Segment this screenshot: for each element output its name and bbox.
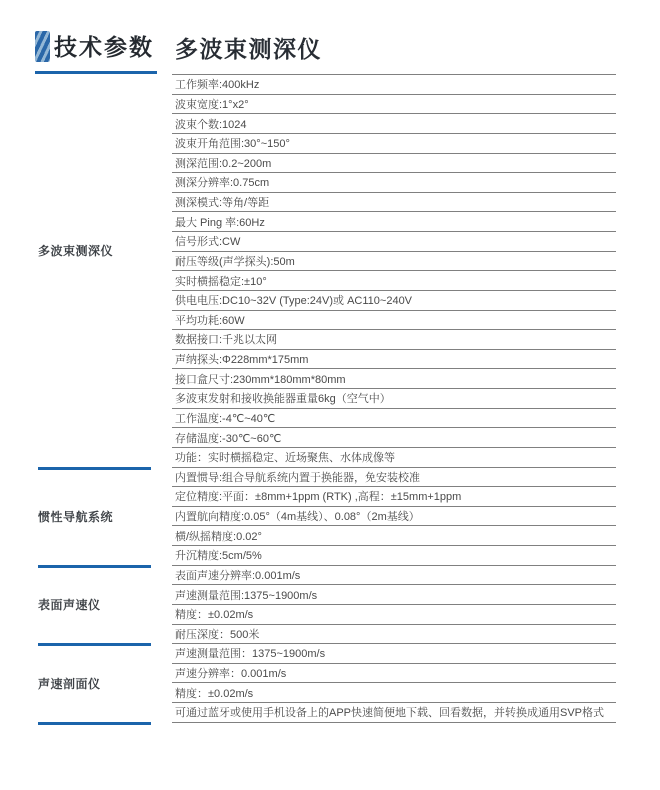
category-divider-bar xyxy=(38,722,151,725)
spec-row: 内置航向精度:0.05°（4m基线）、0.08°（2m基线） xyxy=(172,507,616,527)
spec-row: 定位精度:平面：±8mm+1ppm (RTK) ,高程：±15mm+1ppm xyxy=(172,487,616,507)
category-label: 惯性导航系统 xyxy=(38,510,114,525)
spec-rows xyxy=(172,468,616,566)
spec-group xyxy=(0,644,616,723)
spec-row: 耐压等级(声学探头):50m xyxy=(172,252,616,272)
spec-row: 耐压深度：500米 xyxy=(172,625,616,645)
spec-rows xyxy=(172,74,616,468)
spec-row: 平均功耗:60W xyxy=(172,311,616,331)
category-cell xyxy=(0,644,172,723)
spec-row: 内置惯导:组合导航系统内置于换能器，免安装校准 xyxy=(172,468,616,488)
spec-row: 实时横摇稳定:±10° xyxy=(172,271,616,291)
spec-row: 精度：±0.02m/s xyxy=(172,605,616,625)
spec-row: 波束开角范围:30°~150° xyxy=(172,134,616,154)
spec-row: 工作温度:-4℃~40℃ xyxy=(172,409,616,429)
spec-row: 波束个数:1024 xyxy=(172,114,616,134)
spec-row: 声纳探头:Φ228mm*175mm xyxy=(172,350,616,370)
spec-rows xyxy=(172,566,616,645)
product-title: 多波束测深仪 xyxy=(175,36,322,62)
spec-row: 声速分辨率：0.001m/s xyxy=(172,664,616,684)
spec-group xyxy=(0,468,616,566)
category-label: 声速剖面仪 xyxy=(38,676,101,691)
spec-row: 信号形式:CW xyxy=(172,232,616,252)
spec-row: 功能：实时横摇稳定、近场聚焦、水体成像等 xyxy=(172,448,616,468)
spec-row: 供电电压:DC10~32V (Type:24V)或 AC110~240V xyxy=(172,291,616,311)
spec-group xyxy=(0,566,616,645)
spec-row: 存储温度:-30℃~60℃ xyxy=(172,428,616,448)
spec-row: 声速测量范围:1375~1900m/s xyxy=(172,585,616,605)
spec-row: 横/纵摇精度:0.02° xyxy=(172,526,616,546)
spec-row: 测深范围:0.2~200m xyxy=(172,154,616,174)
section-title: 技术参数 xyxy=(54,34,154,60)
spec-row: 工作频率:400kHz xyxy=(172,75,616,95)
spec-row: 声速测量范围：1375~1900m/s xyxy=(172,644,616,664)
spec-row: 多波束发射和接收换能器重量6kg（空气中） xyxy=(172,389,616,409)
spec-row: 可通过蓝牙或使用手机设备上的APP快速简便地下载、回看数据，并转换成通用SVP格式 xyxy=(172,703,616,723)
category-cell xyxy=(0,566,172,645)
spec-row: 精度：±0.02m/s xyxy=(172,683,616,703)
spec-row: 测深模式:等角/等距 xyxy=(172,193,616,213)
spec-row: 升沉精度:5cm/5% xyxy=(172,546,616,566)
category-cell xyxy=(0,74,172,468)
spec-rows xyxy=(172,644,616,723)
category-cell xyxy=(0,468,172,566)
spec-row: 最大 Ping 率:60Hz xyxy=(172,212,616,232)
category-label: 多波束测深仪 xyxy=(38,244,114,259)
spec-row: 测深分辨率:0.75cm xyxy=(172,173,616,193)
spec-row: 表面声速分辨率:0.001m/s xyxy=(172,566,616,586)
spec-row: 接口盒尺寸:230mm*180mm*80mm xyxy=(172,369,616,389)
spec-row: 数据接口:千兆以太网 xyxy=(172,330,616,350)
category-label: 表面声速仪 xyxy=(38,598,101,613)
spec-group xyxy=(0,74,616,468)
wave-stack-icon xyxy=(35,31,50,62)
spec-table xyxy=(0,74,616,723)
spec-row: 波束宽度:1°x2° xyxy=(172,95,616,115)
